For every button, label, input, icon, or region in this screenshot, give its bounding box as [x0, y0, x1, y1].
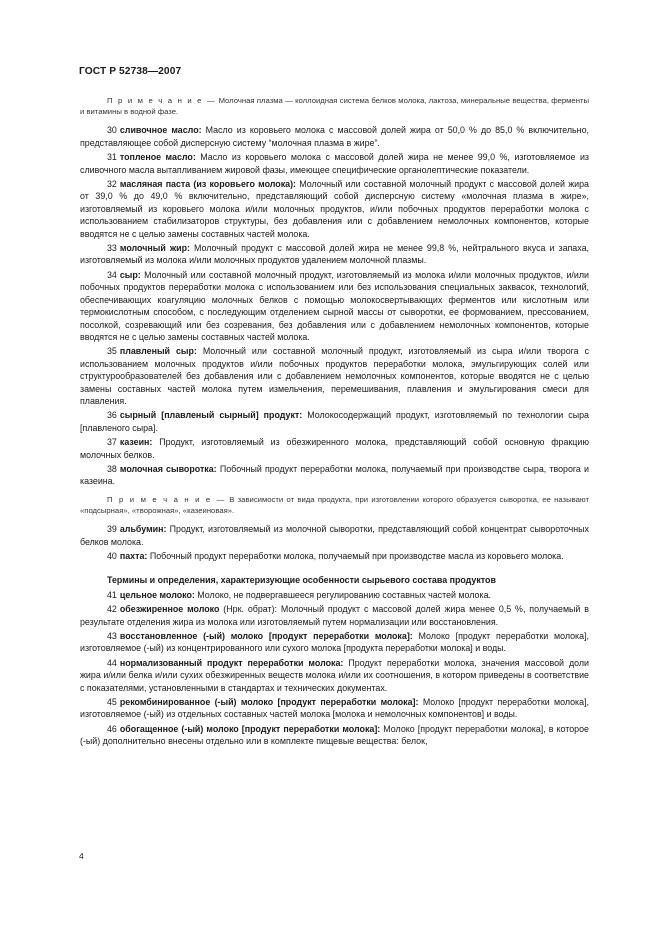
term-number: 45: [107, 697, 117, 708]
term-entry: [80, 463, 589, 488]
term-definition: Молоко [продукт переработки молока], в которое (-ый) дополнительно внесены отдельно или в комплекте пищевые вещества: белок,: [80, 723, 589, 747]
section-heading: Термины и определения, характеризующие особенности сырьевого состава продуктов: [107, 575, 496, 586]
term-entry: [80, 589, 589, 601]
page-number: 4: [79, 851, 84, 861]
terms-group-c: [80, 589, 589, 748]
term-number: 35: [107, 346, 117, 357]
term-word: пахта:: [119, 551, 148, 561]
term-word: молочный жир:: [119, 243, 190, 254]
term-word: молочная сыворотка:: [119, 463, 217, 474]
note: [80, 494, 589, 516]
term-word: рекомбинированное (-ый) молоко [продукт переработки молока]:: [119, 697, 419, 708]
term-entry: [80, 436, 589, 461]
term-word: топленое масло:: [119, 152, 196, 163]
note-text: В зависимости от вида продукта, при изготовлении которого образуется сыворотка, ее называют «подсырная», «творожная», «казеиновая».: [80, 494, 589, 515]
terms-group-a: [80, 124, 589, 487]
term-entry: [80, 630, 589, 655]
term-word: казеин:: [119, 437, 153, 448]
term-number: 40: [107, 551, 117, 561]
term-number: 30: [107, 125, 117, 136]
term-number: 43: [107, 631, 117, 642]
document-header: ГОСТ Р 52738—2007: [79, 66, 182, 77]
term-entry: [80, 723, 589, 748]
term-definition: Масло из коровьего молока с массовой долей жира от 50,0 % до 85,0 % включительно, представляющее собой дисперсную систему “молочная плазма в жире”.: [80, 125, 589, 148]
term-definition: Масло из коровьего молока с массовой долей жира не менее 99,0 %, изготовляемое из сливочного масла вытапливанием жировой фазы, имеющее специфические органолептические показатели.: [80, 152, 589, 175]
terms-group-b: [80, 523, 589, 562]
term-entry: [80, 603, 589, 628]
term-entry: [80, 242, 589, 267]
term-word: сыр:: [119, 269, 141, 280]
term-definition: Продукт, изготовляемый из обезжиренного молока, представляющий собой основную фракцию молочных белков.: [80, 437, 589, 460]
note: [80, 95, 589, 117]
term-definition: Побочный продукт переработки молока, получаемый при производстве сыра, творога и казеина.: [80, 463, 590, 487]
term-definition: Продукт, изготовляемый из молочной сыворотки, представляющий собой концентрат сывороточных белков молока.: [80, 524, 589, 547]
term-entry: [80, 269, 589, 343]
term-number: 42: [107, 604, 117, 615]
term-number: 37: [107, 437, 117, 448]
term-number: 44: [107, 657, 117, 668]
term-number: 34: [107, 269, 117, 280]
term-definition: Продукт переработки молока, значения массовой доли жира и/или белка и/или сухих обезжиренных веществ молока и/или их соотношения, в котором приведены в соответствие с показателями, установленными в стандартах и технических документах.: [80, 657, 589, 693]
term-entry: [80, 696, 589, 721]
term-definition: Молочный или составной молочный продукт с массовой долей жира от 39,0 % до 49,0 % включительно, представляющий собой дисперсную систему «молочная плазма в жире», изготовляемый из коровьего молока и/или молочных продуктов, и/или побочных продуктов переработки молока с использованием стабилизаторов структуры, без добавления или с добавлением немолочных компонентов, которые вводятся не с целью замены составных частей молока.: [80, 179, 589, 239]
term-definition: Молоко [продукт переработки молока], изготовляемое (-ый) из концентрированного или сухого молока [продукта переработки молока] и воды.: [80, 631, 589, 654]
term-word: плавленый сыр:: [119, 346, 197, 357]
term-number: 38: [107, 463, 117, 474]
term-definition: Молочный или составной молочный продукт, изготовляемый из сыра и/или творога с использованием молочных продуктов и/или побочных продуктов переработки молока, эмульгирующих солей или структурообразователей без добавления или с добавлением немолочных компонентов, которые вводятся не с целью замены составных частей молока путем измельчения, перемешивания, плавления и эмульгирования смеси для плавления.: [80, 346, 590, 406]
term-number: 41: [107, 589, 117, 600]
term-entry: [80, 550, 589, 562]
term-number: 33: [107, 243, 117, 254]
term-word: альбумин:: [119, 524, 167, 535]
term-definition: Молочный или составной молочный продукт, изготовляемый из молока и/или молочных продуктов, и/или побочных продуктов переработки молока с использованием или без использования специальных заквасок, технологий, обеспечивающих коагуляцию молочных белков с помощью молокосвертывающих ферментов или кислотным или термокислотным способом, с последующим отделением сырной массы от сыворотки, ее формованием, прессованием, посолкой, созревающий или без созревания, без добавления или с добавлением немолочных компонентов, которые вводятся не с целью замены составных частей молока.: [80, 269, 589, 342]
term-entry: [80, 409, 589, 434]
note-text: Молочная плазма — коллоидная система белков молока, лактоза, минеральные вещества, ферменты и витамины в водной фазе.: [80, 96, 590, 117]
term-entry: [80, 178, 589, 240]
term-entry: [80, 124, 589, 149]
term-number: 32: [107, 179, 117, 190]
term-word: сливочное масло:: [119, 125, 202, 136]
term-word: масляная паста (из коровьего молока):: [119, 179, 296, 190]
term-definition: Побочный продукт переработки молока, получаемый при производстве масла из коровьего молока.: [147, 551, 564, 561]
term-entry: [80, 523, 589, 548]
term-word: обезжиренное молоко: [119, 604, 220, 615]
term-definition: (Нрк. обрат): Молочный продукт с массовой долей жира менее 0,5 %, получаемый в результате отделения жира из молока или изготовляемый путем нормализации или восстановления.: [80, 604, 589, 627]
term-word: сырный [плавленый сырный] продукт:: [119, 410, 303, 421]
term-number: 46: [107, 723, 117, 734]
term-definition: Молокосодержащий продукт, изготовляемый по технологии сыра [плавленого сыра].: [80, 410, 589, 433]
term-definition: Молочный продукт с массовой долей жира не менее 99,8 %, нейтрального вкуса и запаха, изготовляемый из молока и/или молочных продуктов удалением молочной плазмы.: [80, 243, 589, 266]
term-number: 39: [107, 524, 117, 535]
term-entry: [80, 151, 589, 176]
term-word: нормализованный продукт переработки молока:: [119, 657, 344, 668]
term-definition: Молоко [продукт переработки молока], изготовляемое (-ый) из отдельных составных частей молока [молока и немолочных компонентов] и воды.: [80, 697, 589, 720]
term-word: восстановленное (-ый) молоко [продукт переработки молока]:: [119, 631, 413, 642]
term-entry: [80, 657, 589, 694]
term-number: 36: [107, 410, 117, 421]
term-definition: Молоко, не подвергавшееся регулированию составных частей молока.: [194, 589, 491, 600]
term-word: цельное молоко:: [119, 589, 195, 600]
note-label: П р и м е ч а н и е —: [107, 494, 226, 504]
term-word: обогащенное (-ый) молоко [продукт переработки молока]:: [119, 723, 381, 734]
term-entry: [80, 345, 589, 407]
term-number: 31: [107, 152, 117, 163]
note-label: П р и м е ч а н и е —: [107, 96, 217, 105]
document-body: [80, 95, 589, 750]
